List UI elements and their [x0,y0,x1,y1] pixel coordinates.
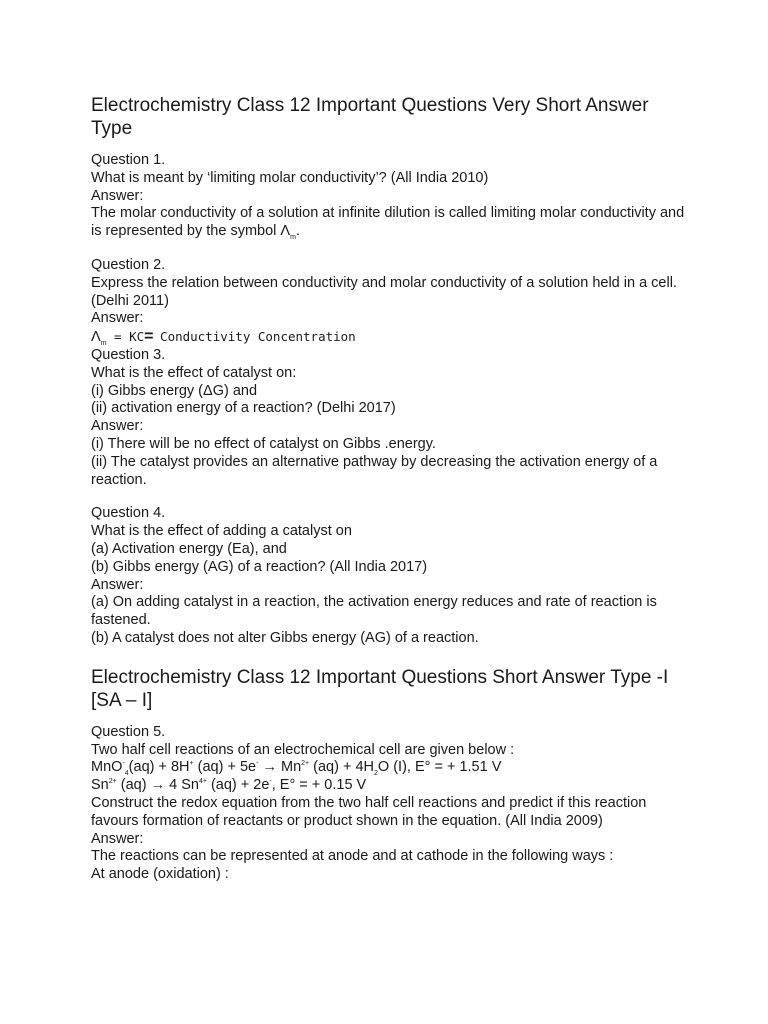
answer-text: The molar conductivity of a solution at infinite dilution is called limiting molar conductivity and is represented by the symbol $\Lambda_m$. [91,205,685,242]
answer-item: (i) There will be no effect of catalyst on Gibbs .energy. [91,435,436,452]
document-page [91,94,691,884]
question-text: Express the relation between conductivity and molar conductivity of a solution held in a cell. (Delhi 2011) [91,274,677,309]
half-reaction-2: $Sn^{2+}$ (aq) → 4 $Sn^{4+}$ (aq) + 2e-, E° = + 0.15 V [91,777,367,794]
question-text: What is the effect of adding a catalyst on [91,523,352,540]
question-text: Construct the redox equation from the two half cell reactions and predict if this reaction favours formation of reactants or product shown in the equation. (All India 2009) [91,794,647,829]
question-item: (i) Gibbs energy (ΔG) and [91,382,258,399]
answer-text: The reactions can be represented at anode and at cathode in the following ways : [91,848,614,865]
answer-item: (a) On adding catalyst in a reaction, the activation energy reduces and rate of reaction is fastened. [91,594,657,629]
answer-label: Answer: [91,310,144,327]
section-heading-very-short-answer: Electrochemistry Class 12 Important Questions Very Short Answer Type [91,95,649,139]
section-heading-short-answer-1: Electrochemistry Class 12 Important Questions Short Answer Type -I [SA – I] [91,666,669,711]
question-label: Question 1. [91,152,166,168]
question-5 [91,724,691,884]
question-4 [91,505,691,647]
question-text: What is meant by ‘limiting molar conductivity’? (All India 2010) [91,169,489,186]
question-label: Question 4. [91,505,166,522]
answer-equation: $\Lambda_m = KC=$ Conductivity Concentration [91,328,356,348]
question-2 [91,257,691,347]
question-item: (ii) activation energy of a reaction? (Delhi 2017) [91,400,396,417]
question-label: Question 5. [91,723,166,740]
half-reaction-1: MnO-$_4$(aq) + 8H+ $(aq) + 5e^- \to Mn^{2+}$ $(aq) + 4H_2O$ (I), E° = + 1.51 V [91,759,502,778]
answer-label: Answer: [91,418,144,435]
question-item: (b) Gibbs energy (AG) of a reaction? (All India 2017) [91,558,428,575]
question-label: Question 3. [91,346,166,363]
question-text: What is the effect of catalyst on: [91,364,297,381]
question-item: (a) Activation energy (Ea), and [91,540,287,557]
answer-label: Answer: [91,576,144,593]
question-1 [91,152,691,241]
question-label: Question 2. [91,256,166,273]
question-3 [91,347,691,489]
answer-label: Answer: [91,830,144,847]
question-text: Two half cell reactions of an electrochemical cell are given below : [91,741,515,758]
answer-item: (b) A catalyst does not alter Gibbs energy (AG) of a reaction. [91,629,479,646]
answer-item: (ii) The catalyst provides an alternative pathway by decreasing the activation energy of a reaction. [91,453,658,488]
answer-label: Answer: [91,187,144,204]
answer-text: At anode (oxidation) : [91,866,229,883]
